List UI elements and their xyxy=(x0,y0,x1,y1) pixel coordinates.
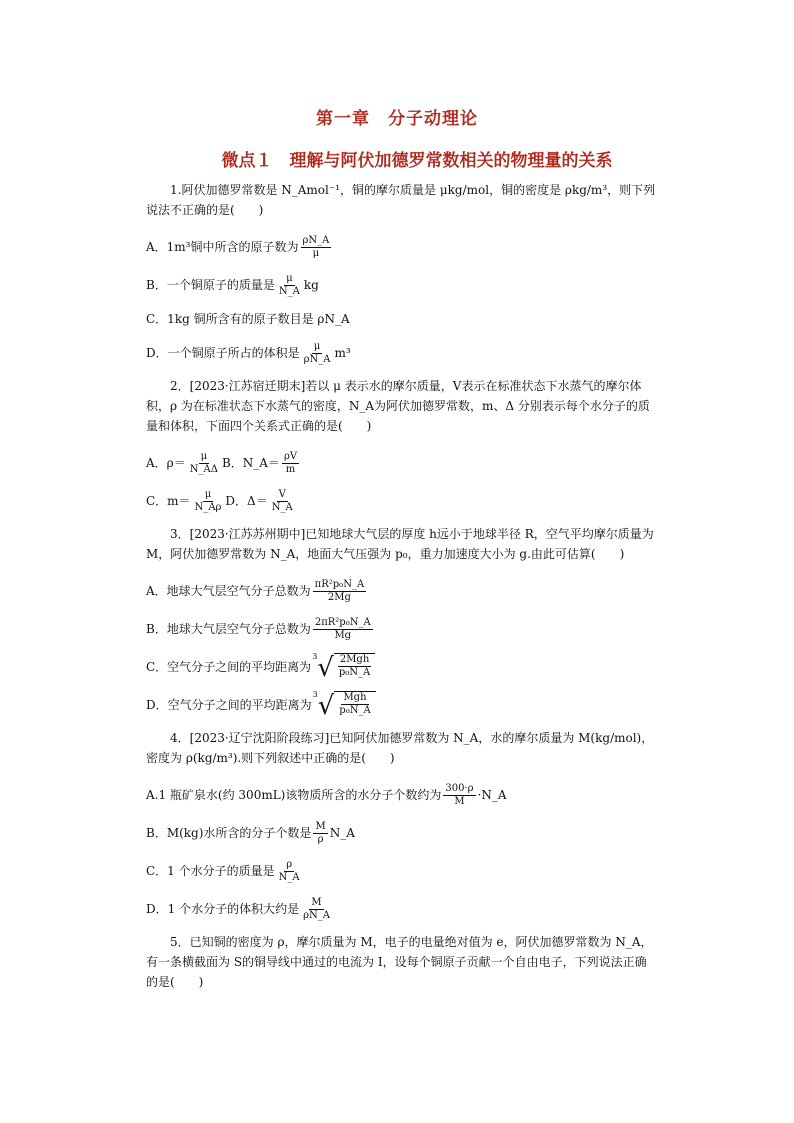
question-4-option-b xyxy=(146,814,656,852)
fraction xyxy=(313,617,373,642)
radicand xyxy=(334,653,375,679)
option-tail: ·N_A xyxy=(477,788,507,802)
fraction xyxy=(282,451,299,476)
option-text: B．M(kg)水所含的分子个数是 xyxy=(146,826,312,840)
denominator: p₀N_A xyxy=(338,667,371,678)
fraction xyxy=(301,235,332,260)
question-2-options-ab xyxy=(146,444,656,482)
unit: kg xyxy=(303,278,319,292)
numerator: V xyxy=(278,488,286,500)
denominator: 2Mg xyxy=(327,591,351,603)
numerator: 2Mgh xyxy=(339,654,370,665)
numerator: μ xyxy=(204,488,212,500)
fraction xyxy=(277,273,302,298)
cube-root xyxy=(313,691,376,719)
fraction xyxy=(313,821,327,846)
question-1-option-d xyxy=(146,334,656,372)
numerator: ρ xyxy=(286,858,293,870)
numerator: 2πR²p₀N_A xyxy=(314,616,371,628)
fraction xyxy=(313,579,367,604)
numerator: μ xyxy=(286,272,293,284)
radical-sign-icon: √ xyxy=(317,653,334,683)
option-text: B．一个铜原子的质量是 xyxy=(146,278,275,292)
section-title: 微点１ 理解与阿伏加德罗常数相关的物理量的关系 xyxy=(221,151,613,171)
question-3-option-b xyxy=(146,610,656,648)
numerator: ρN_A xyxy=(302,234,330,246)
option-text: A.1 瓶矿泉水(约 300mL)该物质所含的水分子个数约为 xyxy=(146,788,442,802)
radical-sign-icon: √ xyxy=(317,691,335,721)
question-4-option-c xyxy=(146,852,656,890)
option-text: B．地球大气层空气分子总数为 xyxy=(146,622,311,636)
question-5-stem: 5．已知铜的密度为 ρ，摩尔质量为 M，电子的电量绝对值为 e，阿伏加德罗常数为 N_A，有一条横截面为 S的铜导线中通过的电流为 I，设每个铜原子贡献一个自由电子，下列说法正确的是( ) xyxy=(146,935,653,989)
question-3-option-c xyxy=(146,648,656,686)
denominator: ρN_A xyxy=(303,353,331,365)
question-1-option-b xyxy=(146,266,656,304)
numerator: M xyxy=(311,896,322,908)
question-2-stem: 2．[2023·江苏宿迁期末]若以 μ 表示水的摩尔质量，V表示在标准状态下水蒸气的摩尔体积，ρ 为在标准状态下水蒸气的密度，N_A为阿伏加德罗常数，m、Δ 分别表示每个水分子的质量和体积，下面四个关系式正确的是( ) xyxy=(146,379,650,433)
numerator: Mgh xyxy=(343,692,367,703)
question-2-options-cd xyxy=(146,482,656,520)
option-text: D．Δ＝ xyxy=(225,494,268,508)
numerator: μ xyxy=(313,340,321,352)
denominator: p₀N_A xyxy=(339,705,371,716)
option-tail: N_A xyxy=(329,826,355,840)
question-1-stem: 1.阿伏加德罗常数是 N_Amol⁻¹，铜的摩尔质量是 μkg/mol，铜的密度是 ρkg/m³，则下列说法不正确的是( ) xyxy=(146,183,656,217)
chapter-title: 第一章 分子动理论 xyxy=(316,109,478,129)
option-text: A．ρ＝ xyxy=(146,456,186,470)
question-3-option-a xyxy=(146,572,656,610)
question-1-option-c xyxy=(146,304,656,334)
option-text: A．1m³铜中所含的原子数为 xyxy=(146,240,299,254)
root-index: 3 xyxy=(312,690,318,699)
numerator: πR²p₀N_A xyxy=(314,578,365,590)
denominator: M xyxy=(454,795,465,807)
question-4 xyxy=(146,728,656,928)
option-text: B．N_A＝ xyxy=(221,456,280,470)
fraction xyxy=(337,654,372,679)
fraction xyxy=(337,692,372,717)
question-4-stem: 4．[2023·辽宁沈阳阶段练习]已知阿伏加德罗常数为 N_A，水的摩尔质量为 M(kg/mol)，密度为 ρ(kg/m³).则下列叙述中正确的是( ) xyxy=(146,731,654,765)
denominator: N_A xyxy=(278,285,300,297)
fraction xyxy=(277,859,302,884)
unit: m³ xyxy=(334,346,351,360)
root-index: 3 xyxy=(312,652,318,661)
question-2 xyxy=(146,376,656,520)
denominator: Mg xyxy=(334,629,352,641)
cube-root xyxy=(312,653,375,681)
denominator: μ xyxy=(312,247,320,259)
numerator: μ xyxy=(200,450,208,462)
option-text: C．m＝ xyxy=(146,494,191,508)
denominator: m xyxy=(285,463,296,475)
denominator: N_A xyxy=(271,501,293,513)
option-text: D．一个铜原子所占的体积是 xyxy=(146,346,300,360)
fraction xyxy=(270,489,295,514)
question-list xyxy=(146,180,656,1000)
question-1 xyxy=(146,180,656,372)
fraction xyxy=(193,489,224,514)
denominator: N_AΔ xyxy=(189,463,218,475)
option-text: D．空气分子之间的平均距离为 xyxy=(146,698,312,712)
option-text: C．1kg 铜所含有的原子数目是 ρN_A xyxy=(146,312,350,326)
radicand xyxy=(334,691,375,717)
question-3 xyxy=(146,524,656,724)
question-4-option-a xyxy=(146,776,656,814)
question-5 xyxy=(146,932,656,992)
question-3-stem: 3．[2023·江苏苏州期中]已知地球大气层的厚度 h远小于地球半径 R，空气平均摩尔质量为 M，阿伏加德罗常数为 N_A，地面大气压强为 p₀，重力加速度大小为 g.由此可估算( ) xyxy=(146,527,654,561)
numerator: M xyxy=(315,820,326,832)
option-text: D．1 个水分子的体积大约是 xyxy=(146,902,300,916)
question-4-option-d xyxy=(146,890,656,928)
fraction xyxy=(302,341,333,366)
option-text: A．地球大气层空气分子总数为 xyxy=(146,584,311,598)
fraction xyxy=(443,783,475,808)
denominator: ρ xyxy=(317,833,324,845)
denominator: N_Aρ xyxy=(194,501,222,513)
numerator: 300·ρ xyxy=(445,782,474,794)
numerator: ρV xyxy=(283,450,298,462)
option-text: C．空气分子之间的平均距离为 xyxy=(146,660,312,674)
question-3-option-d xyxy=(146,686,656,724)
denominator: ρN_A xyxy=(303,909,330,921)
fraction xyxy=(301,897,332,922)
question-1-option-a xyxy=(146,228,656,266)
fraction xyxy=(188,451,220,476)
denominator: N_A xyxy=(278,871,300,883)
option-text: C．1 个水分子的质量是 xyxy=(146,864,275,878)
